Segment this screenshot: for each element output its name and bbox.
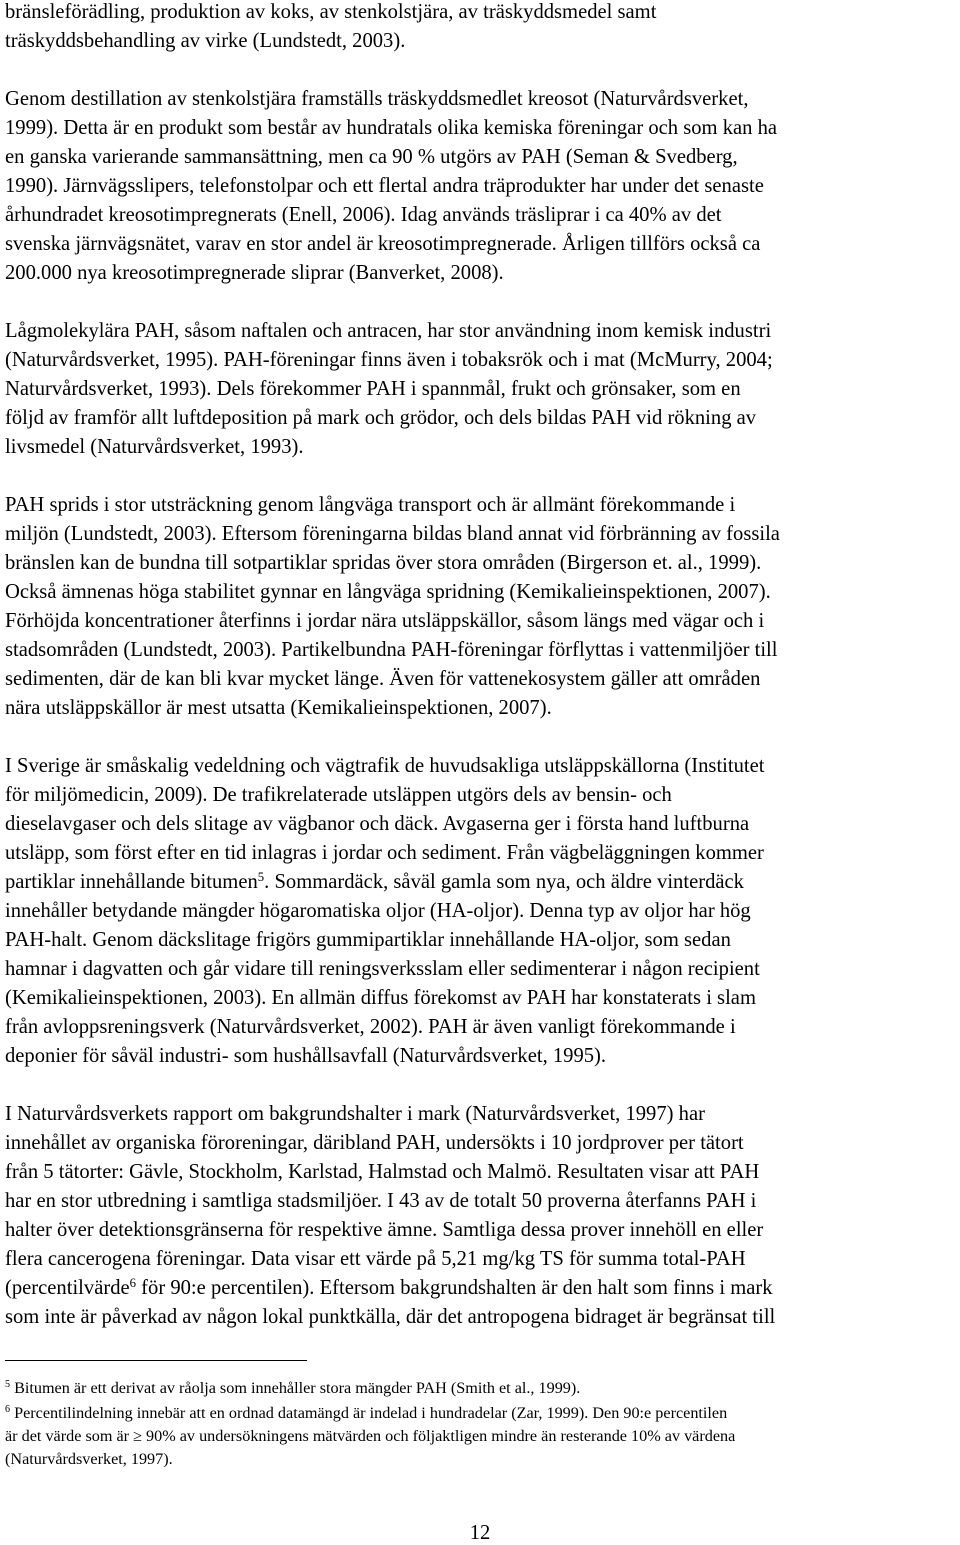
line-text: för 90:e percentilen). Eftersom bakgrundshalten är den halt som finns i mark [136, 1277, 773, 1299]
paragraph-line: innehåller betydande mängder högaromatiska oljor (HA-oljor). Denna typ av oljor har hög [5, 900, 751, 922]
paragraph-line: Lågmolekylära PAH, såsom naftalen och antracen, har stor användning inom kemisk industri [5, 320, 772, 342]
footnote-marker: 6 [5, 1404, 11, 1416]
footnote-line: (Naturvårdsverket, 1997). [5, 1450, 173, 1468]
footnote-ref-6[interactable]: 6 [129, 1275, 137, 1290]
paragraph-line: I Naturvårdsverkets rapport om bakgrundshalter i mark (Naturvårdsverket, 1997) har [5, 1103, 705, 1125]
paragraph-line: Naturvårdsverket, 1993). Dels förekommer PAH i spannmål, frukt och grönsaker, som en [5, 378, 741, 400]
paragraph-line: (Kemikalieinspektionen, 2003). En allmän diffus förekomst av PAH har konstaterats i slam [5, 987, 756, 1009]
footnote-ref-5[interactable]: 5 [257, 869, 265, 884]
page-number: 12 [469, 1522, 491, 1544]
paragraph-line: 200.000 nya kreosotimpregnerade sliprar (Banverket, 2008). [5, 262, 504, 284]
paragraph-line: har en stor utbredning i samtliga stadsmiljöer. I 43 av de totalt 50 proverna återfanns PAH i [5, 1190, 757, 1212]
footnote-divider [5, 1360, 307, 1361]
paragraph-line: stadsområden (Lundstedt, 2003). Partikelbundna PAH-föreningar förflyttas i vattenmiljöer till [5, 639, 778, 661]
paragraph-line: flera cancerogena föreningar. Data visar ett värde på 5,21 mg/kg TS för summa total-PAH [5, 1248, 746, 1270]
paragraph-line: livsmedel (Naturvårdsverket, 1993). [5, 436, 304, 458]
line-text: (percentilvärde [5, 1277, 130, 1299]
paragraph-line: miljön (Lundstedt, 2003). Eftersom föreningarna bildas bland annat vid förbränning av fossila [5, 523, 780, 545]
paragraph-line: en ganska varierande sammansättning, men ca 90 % utgörs av PAH (Seman & Svedberg, [5, 146, 738, 168]
paragraph-line: bränslen kan de bundna till sotpartiklar spridas över stora områden (Birgerson et. al., 1999). [5, 552, 762, 574]
footnote-text: Percentilindelning innebär att en ordnad datamängd är indelad i hundradelar (Zar, 1999). Den 90:e percentilen [10, 1404, 728, 1422]
paragraph-line: I Sverige är småskalig vedeldning och vägtrafik de huvudsakliga utsläppskällorna (Institutet [5, 755, 765, 777]
line-text: partiklar innehållande bitumen [5, 871, 258, 893]
line-text: . Sommardäck, såväl gamla som nya, och äldre vinterdäck [264, 871, 744, 893]
footnote-line: är det värde som är ≥ 90% av undersökningens mätvärden och följaktligen mindre än resterande 10% av värdena [5, 1427, 736, 1445]
paragraph-line: för miljömedicin, 2009). De trafikrelaterade utsläppen utgörs dels av bensin- och [5, 784, 672, 806]
paragraph-line: (Naturvårdsverket, 1995). PAH-föreningar finns även i tobaksrök och i mat (McMurry, 2004; [5, 349, 773, 371]
paragraph-line: Också ämnenas höga stabilitet gynnar en långväga spridning (Kemikalieinspektionen, 2007). [5, 581, 771, 603]
paragraph-line: som inte är påverkad av någon lokal punktkälla, där det antropogena bidraget är begränsat till [5, 1306, 776, 1328]
paragraph-line [5, 1276, 773, 1302]
paragraph-line: nära utsläppskällor är mest utsatta (Kemikalieinspektionen, 2007). [5, 697, 552, 719]
paragraph-line: hamnar i dagvatten och går vidare till reningsverksslam eller sedimenterar i någon recipient [5, 958, 760, 980]
paragraph-line: Genom destillation av stenkolstjära framställs träskyddsmedlet kreosot (Naturvårdsverket, [5, 88, 749, 110]
paragraph-line: följd av framför allt luftdeposition på mark och grödor, och dels bildas PAH vid rökning av [5, 407, 757, 429]
footnote-5 [5, 1378, 580, 1401]
paragraph-line: från 5 tätorter: Gävle, Stockholm, Karlstad, Halmstad och Malmö. Resultaten visar att PAH [5, 1161, 760, 1183]
paragraph-line: bränsleförädling, produktion av koks, av stenkolstjära, av träskyddsmedel samt [5, 1, 657, 23]
paragraph-line: deponier för såväl industri- som hushållsavfall (Naturvårdsverket, 1995). [5, 1045, 607, 1067]
paragraph-line: från avloppsreningsverk (Naturvårdsverket, 2002). PAH är även vanligt förekommande i [5, 1016, 736, 1038]
paragraph-line: Förhöjda koncentrationer återfinns i jordar nära utsläppskällor, såsom längs med vägar och i [5, 610, 765, 632]
paragraph-line: PAH sprids i stor utsträckning genom långväga transport och är allmänt förekommande i [5, 494, 736, 516]
paragraph-line: utsläpp, som först efter en tid inlagras i jordar och sediment. Från vägbeläggningen kommer [5, 842, 764, 864]
footnote-text: Bitumen är ett derivat av råolja som innehåller stora mängder PAH (Smith et al., 1999). [10, 1379, 581, 1397]
paragraph-line: halter över detektionsgränserna för respektive ämne. Samtliga dessa prover innehöll en eller [5, 1219, 764, 1241]
paragraph-line: dieselavgaser och dels slitage av vägbanor och däck. Avgaserna ger i första hand luftburna [5, 813, 750, 835]
paragraph-line: 1999). Detta är en produkt som består av hundratals olika kemiska föreningar och som kan ha [5, 117, 778, 139]
footnote-marker: 5 [5, 1379, 11, 1391]
footnote-6 [5, 1403, 727, 1426]
paragraph-line: träskyddsbehandling av virke (Lundstedt, 2003). [5, 30, 406, 52]
paragraph-line: sedimenten, där de kan bli kvar mycket länge. Även för vattenekosystem gäller att områden [5, 668, 761, 690]
paragraph-line: innehållet av organiska föroreningar, däribland PAH, undersökts i 10 jordprover per tätort [5, 1132, 744, 1154]
paragraph-line [5, 870, 744, 896]
paragraph-line: 1990). Järnvägsslipers, telefonstolpar och ett flertal andra träprodukter har under det senaste [5, 175, 764, 197]
paragraph-line: PAH-halt. Genom däckslitage frigörs gummipartiklar innehållande HA-oljor, som sedan [5, 929, 731, 951]
paragraph-line: århundradet kreosotimpregnerats (Enell, 2006). Idag används träsliprar i ca 40% av det [5, 204, 722, 226]
paragraph-line: svenska järnvägsnätet, varav en stor andel är kreosotimpregnerade. Årligen tillförs också ca [5, 233, 761, 255]
